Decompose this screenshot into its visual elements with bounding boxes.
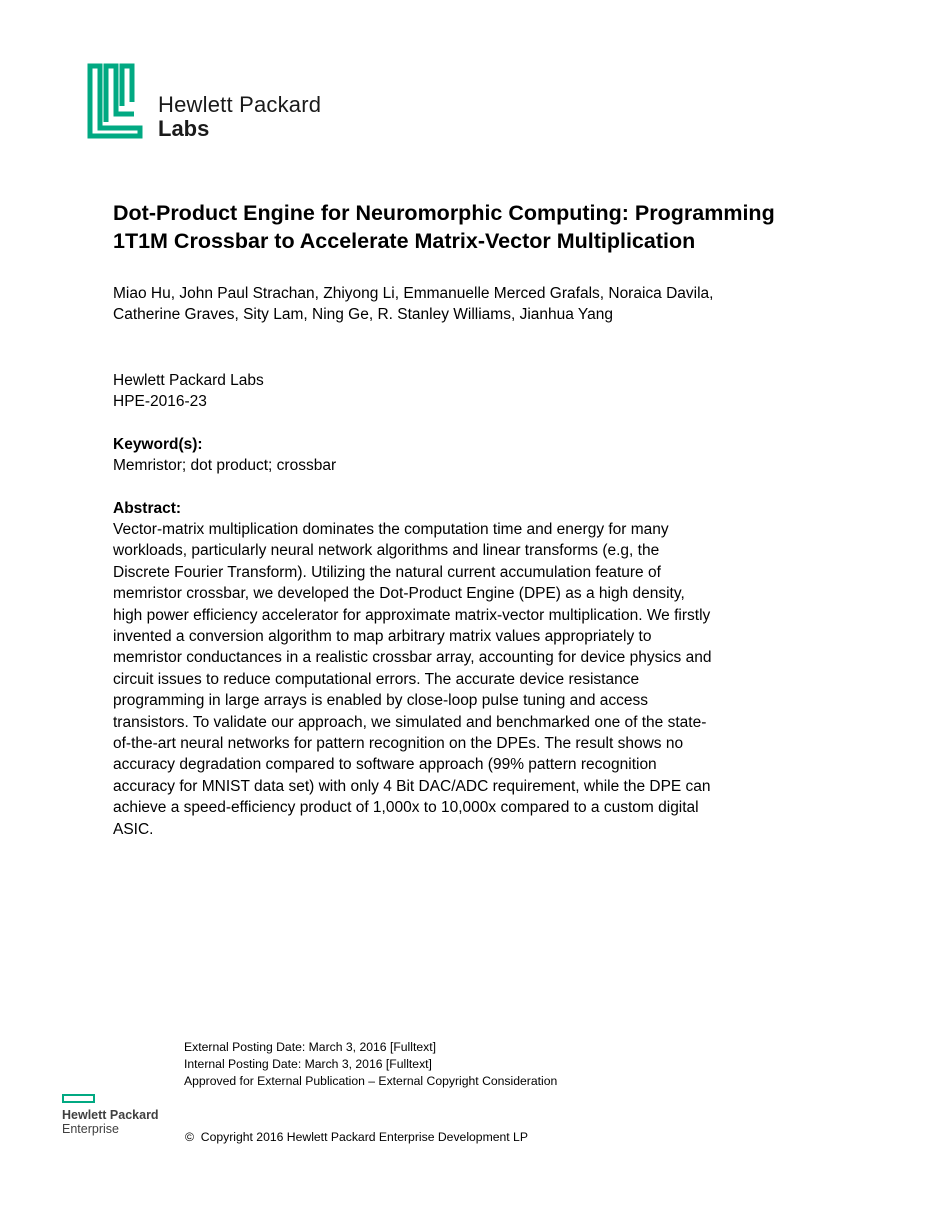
author-list	[113, 283, 893, 325]
internal-posting-date: Internal Posting Date: March 3, 2016 [Fulltext]	[184, 1057, 432, 1071]
organization-block	[113, 370, 264, 412]
abstract-line: Discrete Fourier Transform). Utilizing the natural current accumulation feature of	[113, 563, 661, 581]
abstract-line: accuracy for MNIST data set) with only 4 Bit DAC/ADC requirement, while the DPE can	[113, 777, 711, 795]
copyright-symbol: ©	[185, 1130, 194, 1144]
abstract-line: programming in large arrays is enabled by close-loop pulse tuning and access	[113, 692, 649, 710]
copyright-text: Copyright 2016 Hewlett Packard Enterprise Development LP	[200, 1130, 528, 1144]
hpe-logo-line-2: Enterprise	[62, 1122, 119, 1136]
hpe-element-icon	[62, 1094, 95, 1103]
abstract-line: Vector-matrix multiplication dominates the computation time and energy for many	[113, 521, 669, 538]
hpe-logo-line-1: Hewlett Packard	[62, 1108, 159, 1122]
hewlett-packard-labs-logo	[86, 62, 346, 142]
report-number: HPE-2016-23	[113, 393, 207, 410]
copyright-notice	[185, 1130, 528, 1144]
logo-line-labs: Labs	[158, 116, 210, 141]
keywords-text: Memristor; dot product; crossbar	[113, 457, 337, 474]
abstract-line: achieve a speed-efficiency product of 1,000x to 10,000x compared to a custom digital	[113, 799, 699, 817]
keywords-heading: Keyword(s):	[113, 436, 203, 453]
hewlett-packard-enterprise-logo	[62, 1094, 182, 1138]
posting-info	[184, 1039, 557, 1090]
abstract-line: transistors. To validate our approach, we simulated and benchmarked one of the state-	[113, 713, 707, 731]
abstract-line: accuracy degradation compared to software approach (99% pattern recognition	[113, 756, 657, 774]
external-posting-date: External Posting Date: March 3, 2016 [Fulltext]	[184, 1040, 436, 1054]
abstract-line: memristor conductances in a realistic crossbar array, accounting for device physics and	[113, 649, 712, 667]
abstract-line: ASIC.	[113, 820, 154, 838]
abstract-line: high power efficiency accelerator for approximate matrix-vector multiplication. We firstly	[113, 606, 711, 624]
organization-name: Hewlett Packard Labs	[113, 372, 264, 389]
abstract-line: circuit issues to reduce computational errors. The accurate device resistance	[113, 670, 640, 688]
abstract-line: invented a conversion algorithm to map arbitrary matrix values appropriately to	[113, 628, 652, 646]
approval-statement: Approved for External Publication – External Copyright Consideration	[184, 1074, 558, 1088]
authors-line-1: Miao Hu, John Paul Strachan, Zhiyong Li, Emmanuelle Merced Grafals, Noraica Davila,	[113, 285, 714, 302]
logo-line-hewlett-packard: Hewlett Packard	[158, 92, 322, 117]
document-title	[113, 199, 913, 255]
title-line-2: 1T1M Crossbar to Accelerate Matrix-Vector Multiplication	[113, 229, 696, 253]
hpe-labs-logo-icon	[86, 62, 144, 140]
title-line-1: Dot-Product Engine for Neuromorphic Computing: Programming	[113, 201, 775, 225]
abstract-heading: Abstract:	[113, 500, 182, 517]
authors-line-2: Catherine Graves, Sity Lam, Ning Ge, R. Stanley Williams, Jianhua Yang	[113, 306, 613, 323]
abstract-line: of-the-art neural networks for pattern recognition on the DPEs. The result shows no	[113, 735, 684, 753]
abstract-line: memristor crossbar, we developed the Dot-Product Engine (DPE) as a high density,	[113, 585, 685, 603]
abstract-line: workloads, particularly neural network algorithms and linear transforms (e.g, the	[113, 542, 660, 560]
abstract-body	[113, 519, 841, 840]
